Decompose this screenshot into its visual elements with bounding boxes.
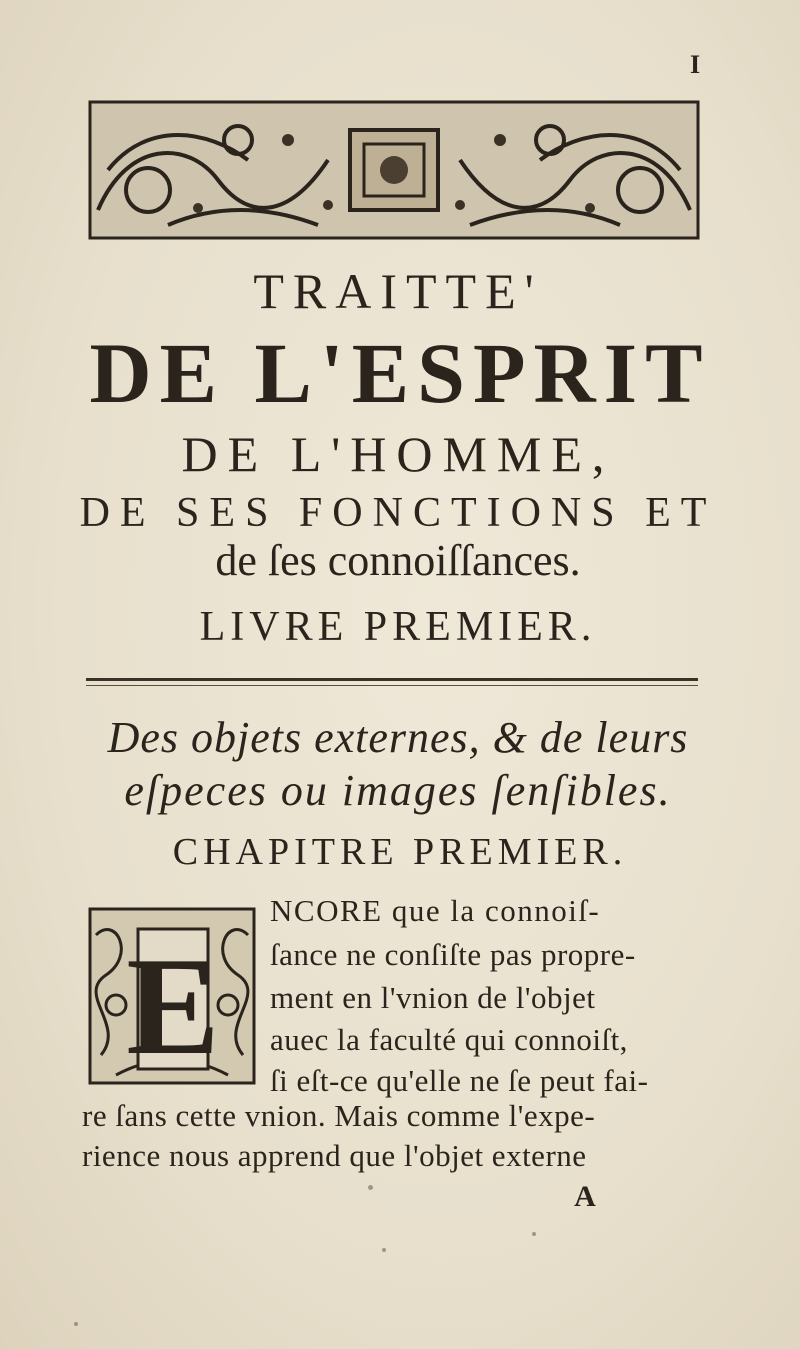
title-line-5: de ſes connoiſſances.	[215, 536, 581, 585]
title-line-3: DE L'HOMME,	[181, 426, 615, 482]
chapter-subtitle-line-2: eſpeces ou images ſenſibles.	[124, 766, 672, 815]
divider-rule-thin	[86, 685, 698, 686]
body-line-4: auec la faculté qui connoiſt,	[270, 1022, 628, 1057]
chapter-heading: CHAPITRE PREMIER.	[172, 831, 628, 873]
ornamental-headpiece	[88, 100, 700, 240]
chapter-subtitle-line-1: Des objets externes, & de leurs	[107, 713, 689, 762]
ink-spot	[368, 1185, 373, 1190]
decorated-drop-cap	[86, 905, 258, 1087]
body-line-5: ſi eſt-ce qu'elle ne ſe peut fai-	[270, 1063, 649, 1098]
signature-mark: A	[574, 1180, 596, 1213]
book-heading: LIVRE PREMIER.	[199, 604, 597, 650]
body-line-2: ſance ne conſiſte pas propre-	[270, 937, 636, 972]
title-line-4: DE SES FONCTIONS ET	[79, 490, 717, 536]
body-line-3: ment en l'vnion de l'objet	[270, 980, 596, 1015]
page-number: I	[689, 50, 701, 79]
divider-rule	[86, 678, 698, 681]
title-line-1: TRAITTE'	[253, 263, 543, 319]
body-line-7: rience nous apprend que l'objet externe	[82, 1138, 587, 1173]
drop-cap-letter: E	[126, 929, 220, 1084]
body-line-1: NCORE que la connoiſ-	[270, 893, 601, 928]
body-line-6: re ſans cette vnion. Mais comme l'expe-	[82, 1098, 596, 1133]
title-line-2: DE L'ESPRIT	[89, 325, 711, 421]
ink-spot	[382, 1248, 386, 1252]
ink-spot	[532, 1232, 536, 1236]
ink-spot	[74, 1322, 78, 1326]
